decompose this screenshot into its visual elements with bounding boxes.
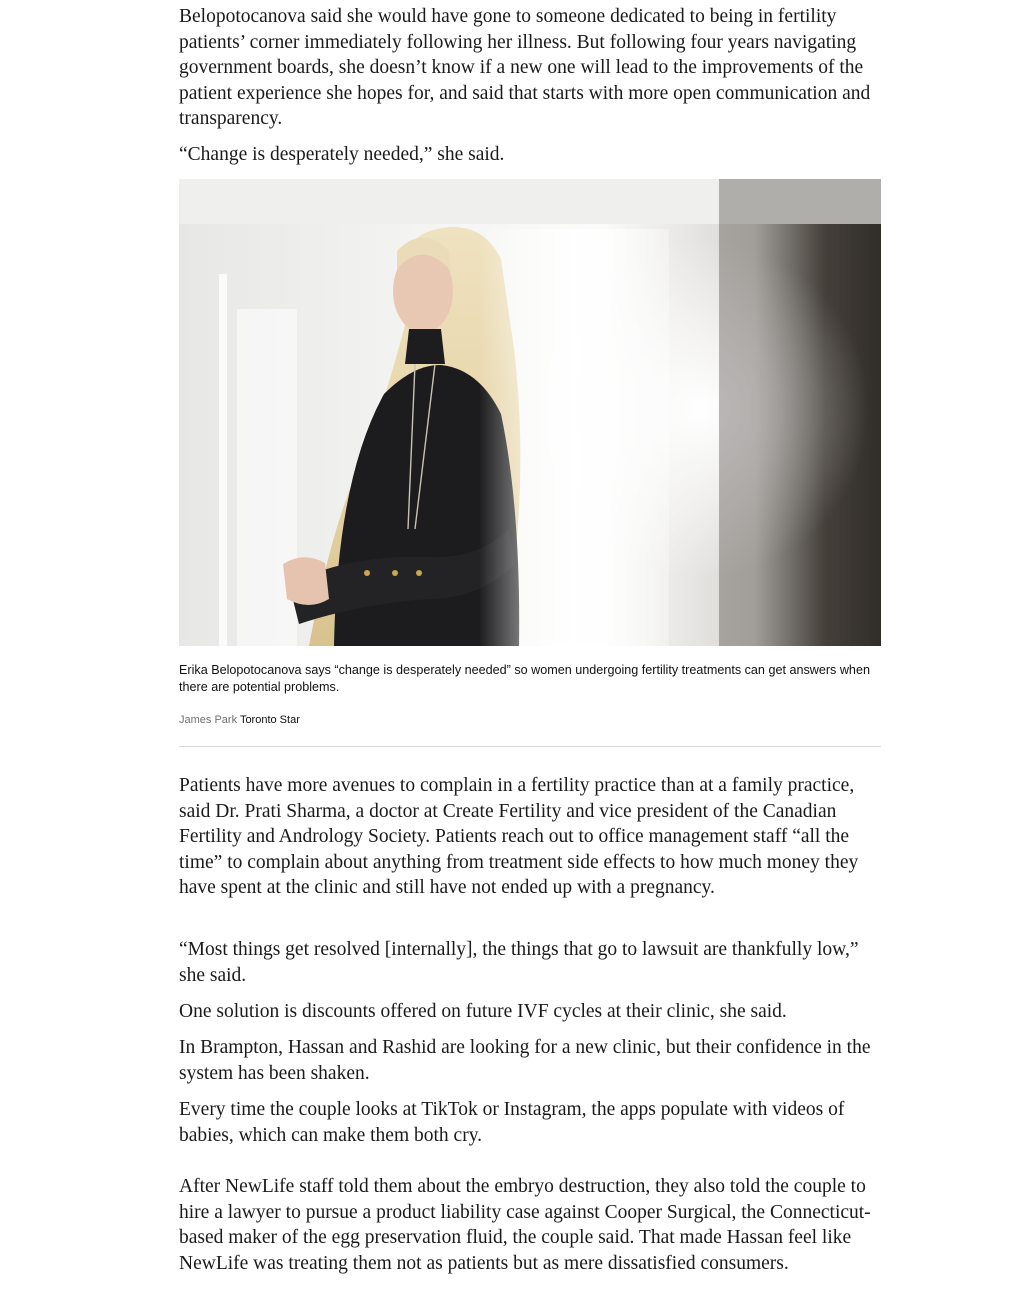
article-paragraph: Patients have more avenues to complain in a fertility practice than at a family practice, said Dr. Prati Sharma, a doctor at Create Fertility and vice president of the Canadian Fertility and Andrology Society. Patients reach out to office management staff “all the time” to complain about anything from treatment side effects to how much money they have spent at the clinic and still have not ended up with a pregnancy.: [179, 775, 859, 899]
photo-credit: [179, 712, 881, 728]
credit-organization: Toronto Star: [239, 714, 300, 726]
article-paragraph: “Change is desperately needed,” she said.: [179, 144, 505, 165]
article-paragraph: Belopotocanova said she would have gone to someone dedicated to being in fertility patients’ corner immediately following her illness. But following four years navigating government boards, she doesn’t know if a new one will lead to the improvements of the patient experience she hopes for, and said that starts with more open communication and transparency.: [179, 6, 871, 130]
article-paragraph: In Brampton, Hassan and Rashid are looking for a new clinic, but their confidence in the system has been shaken.: [179, 1037, 871, 1084]
article-paragraph: After NewLife staff told them about the embryo destruction, they also told the couple to hire a lawyer to pursue a product liability case against Cooper Surgical, the Connecticut-based maker of the egg preservation fluid, the couple said. That made Hassan feel like NewLife was treating them not as patients but as mere dissatisfied consumers.: [179, 1176, 871, 1274]
article-photo: [179, 179, 881, 646]
photographer-name: James Park: [179, 714, 238, 726]
article-paragraph: “Most things get resolved [internally], the things that go to lawsuit are thankfully low,” she said.: [179, 939, 859, 986]
photo-caption: Erika Belopotocanova says “change is desperately needed” so women undergoing fertility treatments can get answers when there are potential problems.: [179, 663, 870, 694]
portrait-photo-illustration: [179, 179, 881, 646]
divider: [179, 746, 881, 747]
article-paragraph: Every time the couple looks at TikTok or Instagram, the apps populate with videos of babies, which can make them both cry.: [179, 1099, 845, 1146]
article-paragraph: One solution is discounts offered on future IVF cycles at their clinic, she said.: [179, 1001, 787, 1022]
